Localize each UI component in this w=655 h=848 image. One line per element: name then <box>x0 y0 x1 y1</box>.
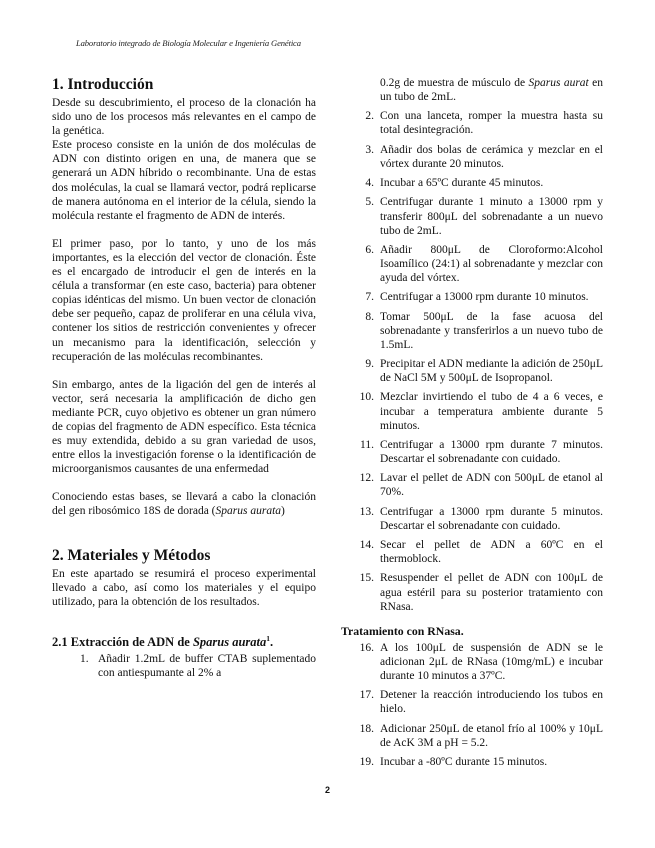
list-item <box>359 143 603 171</box>
step-text: Tomar 500μL de la fase acuosa del sobrenadante y transferirlos a un nuevo tubo de 1.5mL. <box>380 310 603 351</box>
step-text: Añadir dos bolas de cerámica y mezclar en el vórtex durante 20 minutos. <box>380 143 603 170</box>
subtitle-prefix: 2.1 Extracción de ADN de <box>52 634 193 649</box>
intro-paragraph-5 <box>52 490 316 518</box>
extraction-steps-left <box>52 652 316 680</box>
step-text: Centrifugar a 13000 rpm durante 5 minutos. Descartar el sobrenadante con cuidado. <box>380 505 603 532</box>
step-number: 10. <box>359 391 374 404</box>
step-text: Detener la reacción introduciendo los tubos en hielo. <box>380 689 603 716</box>
rnase-title: Tratamiento con RNasa. <box>341 623 464 638</box>
step1-cont-after: en un tubo de 2mL. <box>380 77 604 104</box>
step1-species: Sparus aurat <box>528 77 589 89</box>
list-item <box>359 176 603 190</box>
step-text: Incubar a 65ºC durante 45 minutos. <box>380 177 544 190</box>
list-item <box>359 109 603 137</box>
list-item <box>359 722 603 750</box>
list-item <box>359 290 603 304</box>
list-item <box>359 76 603 104</box>
step-text: Incubar a -80ºC durante 15 minutos. <box>380 755 548 768</box>
step-number: 8. <box>365 310 374 323</box>
step-text: Centrifugar a 13000 rpm durante 10 minutos. <box>380 291 589 304</box>
step-text: Precipitar el ADN mediante la adición de 250μL de NaCl 5M y 500μL de Isopropanol. <box>380 358 603 385</box>
list-item <box>359 505 603 533</box>
step-number: 18. <box>359 722 374 735</box>
step-number: 7. <box>365 291 374 304</box>
footnote-ref: 1 <box>266 633 271 643</box>
step-number: 6. <box>365 243 374 256</box>
step-number: 16. <box>359 641 374 654</box>
step-text: Resuspender el pellet de ADN con 100μL de agua estéril para su posterior tratamiento con RNasa. <box>380 572 603 613</box>
step-text: Añadir 800μL de Cloroformo:Alcohol Isoamílico (24:1) al sobrenadante y mezclar con ayuda del vórtex. <box>380 243 603 285</box>
intro-paragraph-1: Desde su descubrimiento, el proceso de la clonación ha sido uno de los procesos más relevantes en el campo de la genética. <box>52 97 316 138</box>
list-item <box>359 310 603 352</box>
step-number: 2. <box>365 110 374 123</box>
rnase-steps <box>341 641 603 769</box>
list-item <box>359 538 603 566</box>
intro-paragraph-3: El primer paso, por lo tanto, y uno de los más importantes, es la elección del vector de clonación. Éste es el encargado de introducir el gen de interés en la célula a transformar (en este caso, bacteria) para obtener copias idénticas del mismo. Un buen vector de clonación debe ser pequeño, capaz de proliferar en una célula viva, contener los sitios de restricción convenientes y ofrecer un mecanismo para la identificación, selección y recuperación de las moléculas recombinantes. <box>52 237 316 363</box>
step-number: 5. <box>365 196 374 209</box>
p5-text: Conociendo estas bases, se llevará a cabo la clonación del gen ribosómico 18S de dorada ( <box>52 491 316 518</box>
list-item <box>359 688 603 716</box>
running-header: Laboratorio integrado de Biología Molecular e Ingeniería Genética <box>76 38 301 48</box>
step-number: 15. <box>359 572 374 585</box>
step-number: 12. <box>359 472 374 485</box>
subtitle-species: Sparus aurata <box>192 634 267 649</box>
list-item <box>359 438 603 466</box>
list-item <box>359 471 603 499</box>
step-number: 4. <box>365 177 374 190</box>
list-item <box>359 195 603 237</box>
list-item <box>80 652 316 680</box>
intro-paragraph-4: Sin embargo, antes de la ligación del gen de interés al vector, será necesaria la amplificación de dicho gen mediante PCR, cuyo objetivo es obtener un gran número de copias del fragmento de ADN específico. Esta técnica es muy extendida, debido a su gran variedad de usos, entre ellos la investigación forense o la identificación de microorganismos causantes de una enfermedad <box>52 378 316 476</box>
step-number: 19. <box>359 755 374 768</box>
methods-title: 2. Materiales y Métodos <box>52 546 211 564</box>
intro-title: 1. Introducción <box>52 76 154 93</box>
step-number: 3. <box>365 143 374 156</box>
step-text: Adicionar 250μL de etanol frío al 100% y 10μL de AcK 3M a pH = 5.2. <box>380 722 603 749</box>
list-item <box>359 357 603 385</box>
step-number: 14. <box>359 539 374 552</box>
right-column <box>341 76 603 774</box>
species-name: Sparus aurata <box>215 505 282 518</box>
extraction-subtitle <box>52 631 316 650</box>
list-item <box>359 755 603 769</box>
step-text: Con una lanceta, romper la muestra hasta su total desintegración. <box>380 110 603 137</box>
step-text: Secar el pellet de ADN a 60ºC en el thermoblock. <box>380 539 603 566</box>
p5-close: ) <box>281 505 285 518</box>
subtitle-suffix: . <box>270 634 274 649</box>
step-text: Mezclar invirtiendo el tubo de 4 a 6 veces, e incubar a temperatura ambiente durante 5 minutos. <box>380 391 603 432</box>
list-item <box>359 243 603 285</box>
step-number: 13. <box>359 505 374 518</box>
step-text: Añadir 1.2mL de buffer CTAB suplementado con antiespumante al 2% a <box>98 652 316 680</box>
step1-cont-text: 0.2g de muestra de músculo de <box>380 77 529 89</box>
step-text: Centrifugar durante 1 minuto a 13000 rpm y transferir 800μL del sobrenadante a un nuevo tubo de 2mL. <box>380 196 603 237</box>
step-number: 9. <box>365 358 374 371</box>
extraction-steps-right <box>341 76 603 614</box>
step-text: A los 100μL de suspensión de ADN se le adicionan 2μL de RNasa (10mg/mL) e incubar durante 10 minutos a 37ºC. <box>380 641 603 682</box>
step-text: Lavar el pellet de ADN con 500μL de etanol al 70%. <box>380 472 603 499</box>
step-text: Centrifugar a 13000 rpm durante 7 minutos. Descartar el sobrenadante con cuidado. <box>380 438 603 466</box>
step-number: 11. <box>360 438 374 451</box>
list-item <box>359 571 603 613</box>
step-number: 17. <box>359 689 374 702</box>
intro-paragraph-2: Este proceso consiste en la unión de dos moléculas de ADN con distinto origen en una, de manera que se generará un ADN híbrido o recombinante. Una de estas dos moléculas, la cual se llamará vector, podrá replicarse de manera autónoma en el interior de la célula, siendo la molécula restante el fragmento de ADN de interés. <box>52 139 316 222</box>
step-number: 1. <box>80 652 89 665</box>
list-item <box>359 390 603 432</box>
methods-paragraph: En este apartado se resumirá el proceso experimental llevado a cabo, así como los materiales y el equipo utilizado, para la obtención de los resultados. <box>52 567 316 608</box>
list-item <box>359 641 603 683</box>
page-number: 2 <box>324 785 330 795</box>
left-column <box>52 76 316 685</box>
